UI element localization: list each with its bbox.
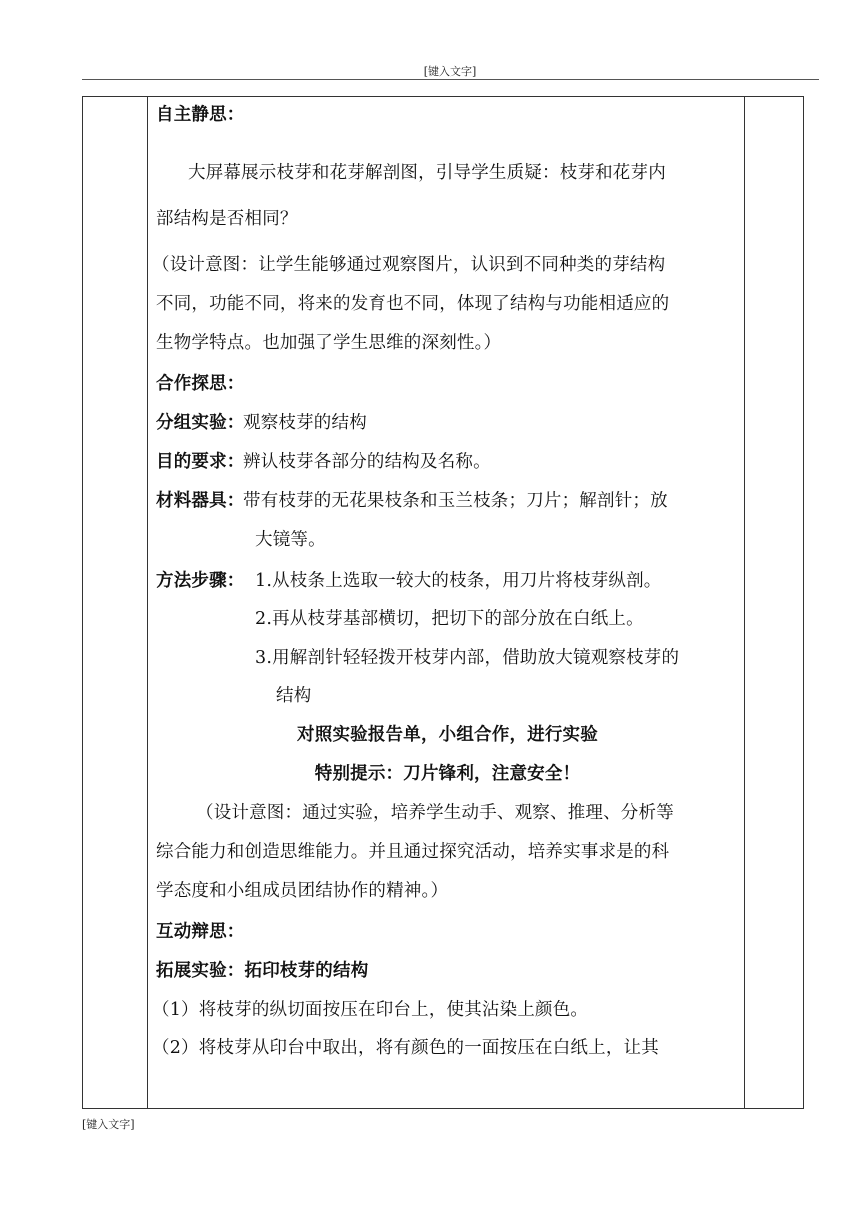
design-note-line: （设计意图：让学生能够通过观察图片，认识到不同种类的芽结构 bbox=[152, 255, 666, 275]
goal-text: 辨认枝芽各部分的结构及名称。 bbox=[243, 452, 491, 472]
design-note-line: 综合能力和创造思维能力。并且通过探究活动，培养实事求是的科 bbox=[156, 842, 670, 862]
extension-experiment-heading: 拓展实验：拓印枝芽的结构 bbox=[156, 961, 369, 981]
step-item: 1.从枝条上选取一较大的枝条，用刀片将枝芽纵剖。 bbox=[255, 571, 662, 591]
centered-instruction: 对照实验报告单，小组合作，进行实验 bbox=[297, 725, 598, 745]
extension-step: （1）将枝芽的纵切面按压在印台上，使其沾染上颜色。 bbox=[152, 1000, 589, 1020]
step-item: 结构 bbox=[276, 686, 312, 706]
right-column-divider bbox=[744, 97, 745, 1108]
experiment-text: 观察枝芽的结构 bbox=[243, 413, 367, 433]
extension-step: （2）将枝芽从印台中取出，将有颜色的一面按压在白纸上，让其 bbox=[152, 1038, 659, 1058]
paragraph-line: 部结构是否相同？ bbox=[156, 209, 298, 229]
step-item: 2.再从枝芽基部横切，把切下的部分放在白纸上。 bbox=[255, 609, 644, 629]
section-heading-cooperative: 合作探思： bbox=[156, 374, 245, 394]
materials-text: 大镜等。 bbox=[255, 530, 326, 550]
materials-label: 材料器具： bbox=[156, 491, 245, 511]
design-note-line: 学态度和小组成员团结协作的精神。） bbox=[156, 881, 449, 901]
goal-label: 目的要求： bbox=[156, 452, 245, 472]
step-item: 3.用解剖针轻轻拨开枝芽内部，借助放大镜观察枝芽的 bbox=[255, 648, 680, 668]
lesson-table bbox=[82, 96, 804, 1109]
design-note-line: 不同，功能不同，将来的发育也不同，体现了结构与功能相适应的 bbox=[156, 294, 670, 314]
steps-label: 方法步骤： bbox=[156, 571, 245, 591]
design-note-line: （设计意图：通过实验，培养学生动手、观察、推理、分析等 bbox=[196, 803, 674, 823]
page-footer: [键入文字] bbox=[82, 1118, 135, 1131]
left-column-divider bbox=[147, 97, 148, 1108]
experiment-label: 分组实验： bbox=[156, 413, 245, 433]
header-divider bbox=[82, 79, 819, 80]
paragraph-line: 大屏幕展示枝芽和花芽解剖图，引导学生质疑：枝芽和花芽内 bbox=[188, 163, 666, 183]
page-header: [键入文字] bbox=[423, 65, 477, 78]
section-heading-self-reflection: 自主静思： bbox=[156, 105, 245, 125]
materials-text: 带有枝芽的无花果枝条和玉兰枝条；刀片；解剖针；放 bbox=[243, 491, 668, 511]
section-heading-interactive: 互动辩思： bbox=[156, 922, 245, 942]
safety-warning: 特别提示：刀片锋利，注意安全！ bbox=[314, 764, 581, 784]
design-note-line: 生物学特点。也加强了学生思维的深刻性。） bbox=[156, 333, 502, 353]
